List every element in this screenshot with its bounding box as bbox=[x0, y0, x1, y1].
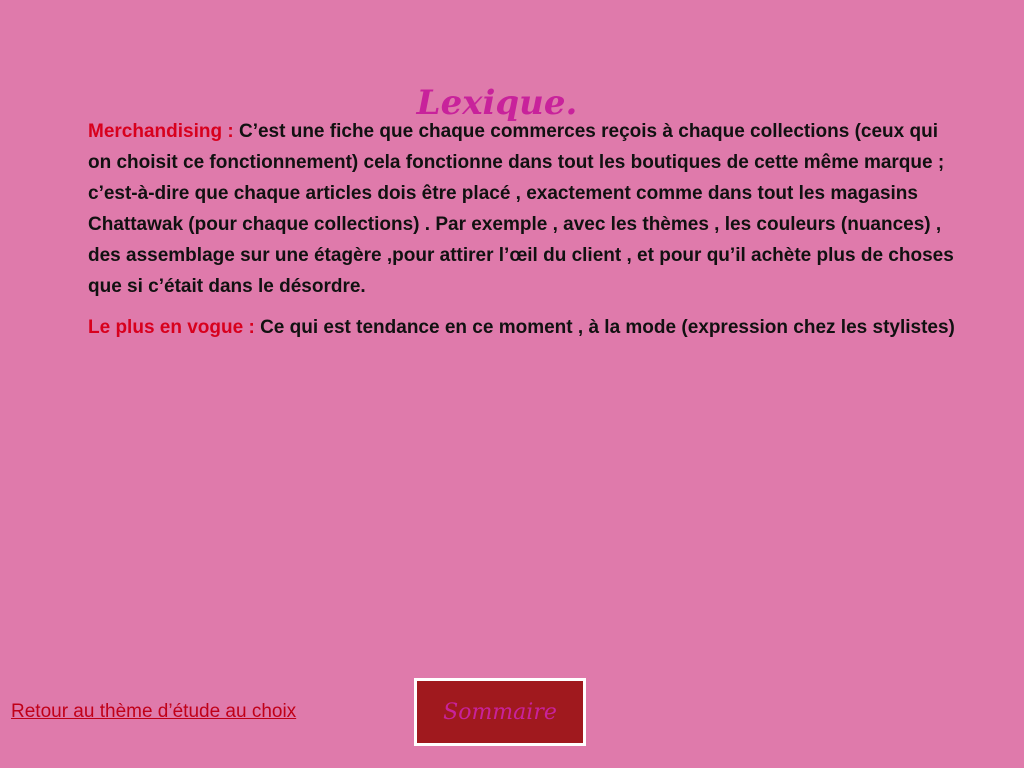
glossary-entry-vogue bbox=[88, 312, 960, 343]
glossary-term: Le plus en vogue : bbox=[88, 317, 261, 338]
glossary-entry-merchandising bbox=[88, 116, 960, 302]
summary-button[interactable] bbox=[414, 678, 586, 746]
page-title: Lexique. bbox=[416, 82, 578, 123]
glossary-definition: C’est une fiche que chaque commerces reçois à chaque collections (ceux qui on choisit ce fonctionnement) cela fonctionne dans tout les boutiques de cette même marque ; c’est-à-dire que chaque articles dois être placé , exactement comme dans tout les magasins Chattawak (pour chaque collections) . Par exemple , avec les thèmes , les couleurs (nuances) , des assemblage sur une étagère ,pour attirer l’œil du client , et pour qu’il achète plus de choses que si c’était dans le désordre. bbox=[88, 121, 954, 297]
glossary-definition: Ce qui est tendance en ce moment , à la mode (expression chez les stylistes) bbox=[260, 317, 955, 338]
glossary-term: Merchandising : bbox=[88, 121, 239, 142]
back-to-theme-link[interactable]: Retour au thème d’étude au choix bbox=[11, 701, 297, 722]
glossary bbox=[88, 116, 960, 353]
summary-button-label: Sommaire bbox=[443, 699, 557, 725]
